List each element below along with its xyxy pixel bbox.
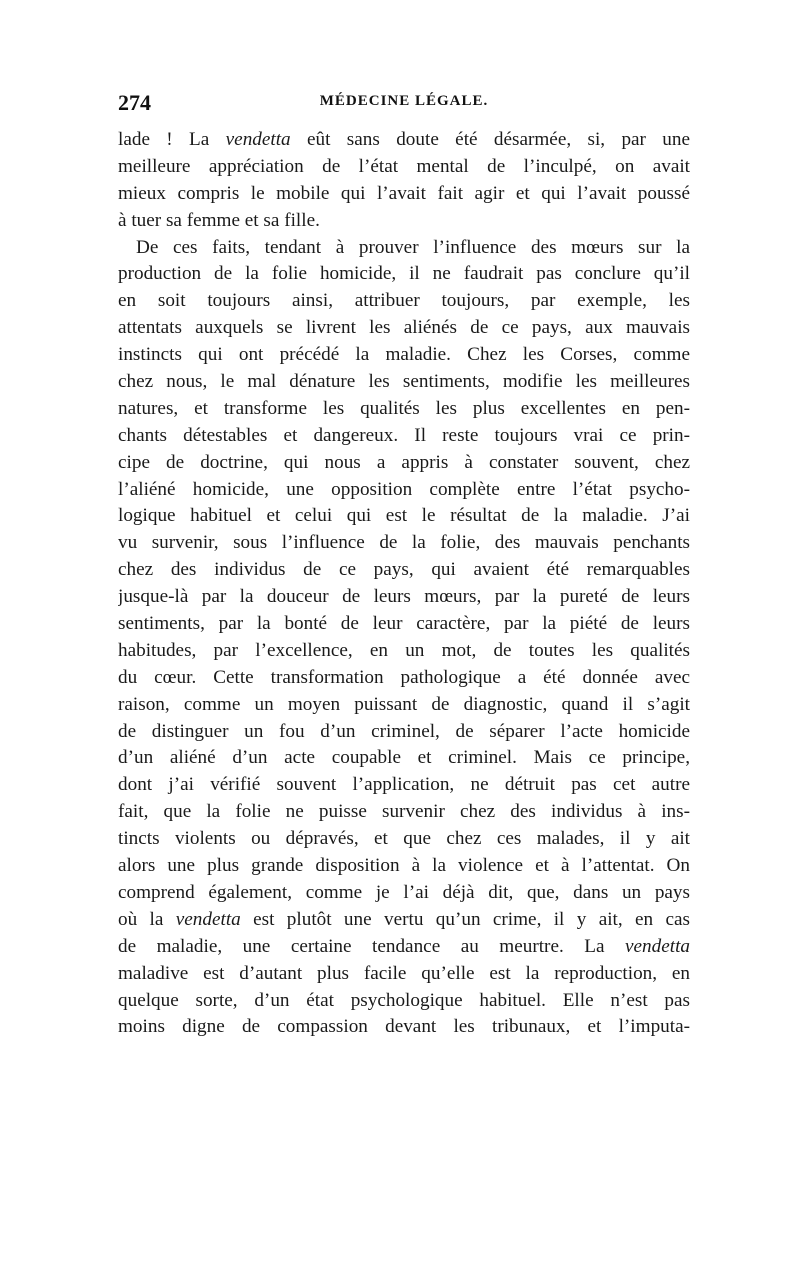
- text-line: [118, 530, 690, 557]
- italic-term: vendetta: [625, 935, 690, 957]
- text-segment: chants détestables et dangereux. Il reste toujours vrai ce prin-: [118, 424, 690, 446]
- text-line: [118, 181, 690, 208]
- text-segment: logique habituel et celui qui est le résultat de la maladie. J’ai: [118, 505, 690, 527]
- text-segment: maladive est d’autant plus facile qu’elle est la reproduction, en: [118, 962, 690, 984]
- text-line: [118, 880, 690, 907]
- text-segment: chez nous, le mal dénature les sentiments, modifie les meilleures: [118, 371, 690, 393]
- text-segment: chez des individus de ce pays, qui avaient été remarquables: [118, 559, 690, 581]
- text-line: [118, 692, 690, 719]
- text-segment: en soit toujours ainsi, attribuer toujours, par exemple, les: [118, 290, 690, 312]
- text-line: [118, 665, 690, 692]
- text-segment: habitudes, par l’excellence, en un mot, de toutes les qualités: [118, 639, 690, 661]
- text-line: [118, 799, 690, 826]
- text-segment: jusque-là par la douceur de leurs mœurs, par la pureté de leurs: [118, 586, 690, 608]
- text-segment: lade ! La: [118, 129, 226, 150]
- text-line: [118, 584, 690, 611]
- text-line: [118, 826, 690, 853]
- text-segment: fait, que la folie ne puisse survenir chez des individus à ins-: [118, 801, 690, 823]
- text-line: [118, 772, 690, 799]
- text-line: [118, 342, 690, 369]
- text-line: [118, 450, 690, 477]
- text-segment: eût sans doute été désarmée, si, par une: [290, 129, 690, 150]
- text-line: [118, 208, 690, 235]
- text-segment: est plutôt une vertu qu’un crime, il y ait, en cas: [240, 908, 690, 930]
- text-line: [118, 961, 690, 988]
- text-segment: production de la folie homicide, il ne faudrait pas conclure qu’il: [118, 263, 690, 285]
- text-line: [118, 503, 690, 530]
- text-segment: moins digne de compassion devant les tribunaux, et l’imputa-: [118, 1016, 690, 1038]
- italic-term: vendetta: [225, 129, 291, 150]
- italic-term: vendetta: [175, 908, 241, 930]
- text-line: [118, 154, 690, 181]
- text-segment: raison, comme un moyen puissant de diagnostic, quand il s’agit: [118, 693, 690, 715]
- text-line: [118, 745, 690, 772]
- text-line: [118, 235, 690, 262]
- text-line: [118, 369, 690, 396]
- text-line: [118, 638, 690, 665]
- text-segment: alors une plus grande disposition à la violence et à l’attentat. On: [118, 855, 690, 877]
- running-title: MÉDECINE LÉGALE.: [319, 93, 489, 109]
- text-segment: sentiments, par la bonté de leur caractère, par la piété de leurs: [118, 613, 690, 635]
- text-line: [118, 907, 690, 934]
- page-number: 274: [118, 90, 151, 115]
- text-segment: quelque sorte, d’un état psychologique habituel. Elle n’est pas: [118, 989, 690, 1011]
- text-segment: où la: [118, 908, 176, 930]
- running-head: [118, 90, 690, 118]
- text-segment: vu survenir, sous l’influence de la folie, des mauvais penchants: [118, 532, 690, 554]
- text-line: [118, 611, 690, 638]
- text-segment: instincts qui ont précédé la maladie. Chez les Corses, comme: [118, 344, 690, 366]
- text-line: [118, 477, 690, 504]
- text-line: [118, 719, 690, 746]
- text-segment: comprend également, comme je l’ai déjà dit, que, dans un pays: [118, 881, 690, 903]
- text-line: [118, 315, 690, 342]
- text-segment: attentats auxquels se livrent les aliénés de ce pays, aux mauvais: [118, 317, 690, 339]
- text-segment: de maladie, une certaine tendance au meurtre. La: [118, 935, 625, 957]
- text-line: [118, 934, 690, 961]
- text-line: [118, 1014, 690, 1041]
- text-segment: du cœur. Cette transformation pathologique a été donnée avec: [118, 666, 690, 688]
- text-segment: natures, et transforme les qualités les plus excellentes en pen-: [118, 397, 690, 419]
- text-segment: dont j’ai vérifié souvent l’application, ne détruit pas cet autre: [118, 774, 690, 796]
- text-segment: De ces faits, tendant à prouver l’influence des mœurs sur la: [136, 236, 690, 258]
- text-line: [118, 396, 690, 423]
- text-line: [118, 127, 690, 154]
- text-segment: de distinguer un fou d’un criminel, de séparer l’acte homicide: [118, 720, 690, 742]
- text-line: [118, 988, 690, 1015]
- text-segment: mieux compris le mobile qui l’avait fait agir et qui l’avait poussé: [118, 182, 690, 204]
- body-text: [118, 127, 690, 1041]
- text-segment: l’aliéné homicide, une opposition complète entre l’état psycho-: [118, 478, 690, 500]
- text-line: [118, 423, 690, 450]
- text-segment: meilleure appréciation de l’état mental de l’inculpé, on avait: [118, 155, 690, 177]
- text-line: [118, 261, 690, 288]
- text-segment: tincts violents ou dépravés, et que chez ces malades, il y ait: [118, 828, 690, 850]
- text-segment: d’un aliéné d’un acte coupable et criminel. Mais ce principe,: [118, 747, 690, 769]
- text-line: [118, 853, 690, 880]
- text-segment: cipe de doctrine, qui nous a appris à constater souvent, chez: [118, 451, 690, 473]
- text-segment: à tuer sa femme et sa fille.: [118, 209, 320, 231]
- text-line: [118, 557, 690, 584]
- text-line: [118, 288, 690, 315]
